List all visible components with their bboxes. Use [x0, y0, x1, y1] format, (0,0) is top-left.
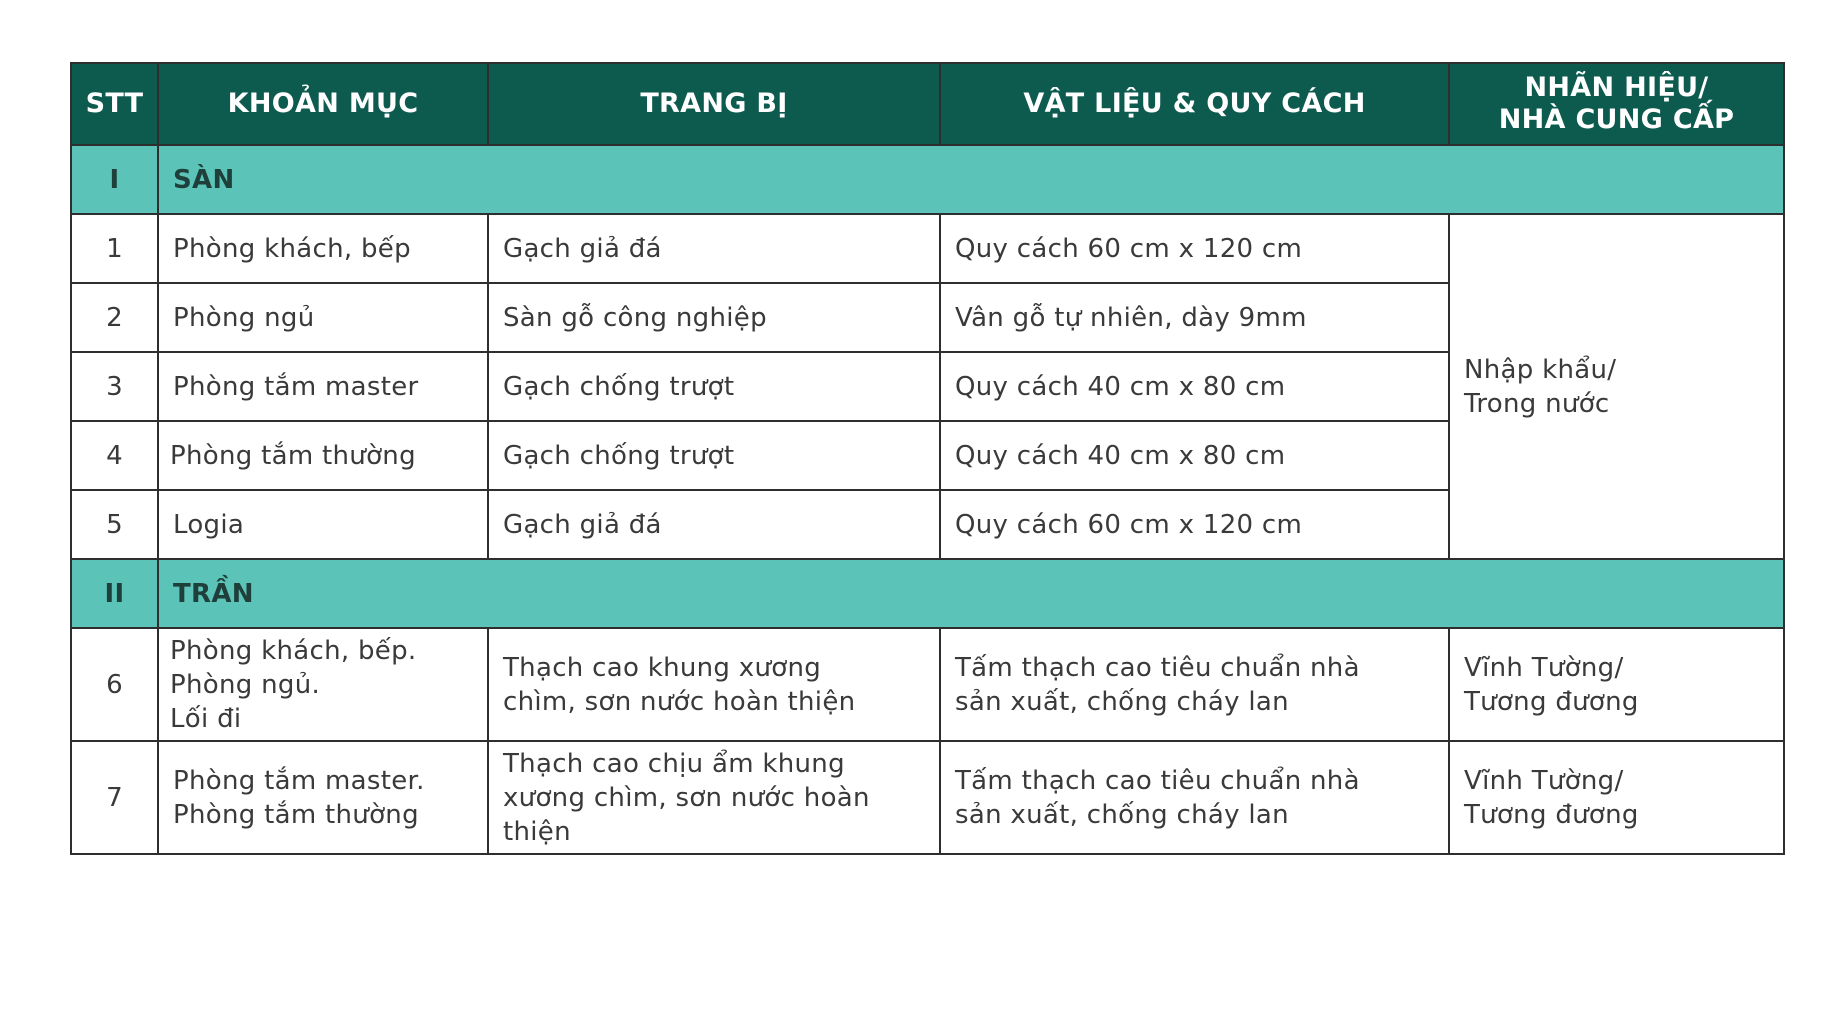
- row-trang-bi: Sàn gỗ công nghiệp: [488, 283, 940, 352]
- header-nhan-hieu-line1: NHÃN HIỆU/: [1524, 72, 1709, 103]
- row-vat-lieu: Vân gỗ tự nhiên, dày 9mm: [940, 283, 1449, 352]
- khoan-muc-line: Phòng khách, bếp.: [170, 635, 417, 666]
- row-khoan-muc: [158, 628, 488, 741]
- section-row-tran: [71, 559, 1784, 628]
- vat-lieu-line: sản xuất, chống cháy lan: [955, 686, 1289, 717]
- row-number: 4: [71, 421, 158, 490]
- vat-lieu-line: Tấm thạch cao tiêu chuẩn nhà: [955, 652, 1360, 683]
- header-nhan-hieu-line2: NHÀ CUNG CẤP: [1498, 104, 1735, 135]
- khoan-muc-line: Phòng tắm thường: [173, 799, 419, 830]
- table-header: [71, 63, 1784, 145]
- row-number: 2: [71, 283, 158, 352]
- trang-bi-line: chìm, sơn nước hoàn thiện: [503, 686, 856, 717]
- trang-bi-line: Thạch cao chịu ẩm khung: [503, 748, 845, 779]
- section-row-san: [71, 145, 1784, 214]
- vat-lieu-line: Tấm thạch cao tiêu chuẩn nhà: [955, 765, 1360, 796]
- row-trang-bi: Gạch giả đá: [488, 490, 940, 559]
- header-trang-bi: TRANG BỊ: [488, 63, 940, 145]
- trang-bi-line: thiện: [503, 816, 571, 847]
- brand-line: Tương đương: [1464, 686, 1639, 717]
- row-khoan-muc: Logia: [158, 490, 488, 559]
- brand-line: Tương đương: [1464, 799, 1639, 830]
- row-khoan-muc: Phòng khách, bếp: [158, 214, 488, 283]
- vat-lieu-line: sản xuất, chống cháy lan: [955, 799, 1289, 830]
- row-khoan-muc: Phòng tắm master: [158, 352, 488, 421]
- row-trang-bi: [488, 628, 940, 741]
- trang-bi-line: xương chìm, sơn nước hoàn: [503, 782, 870, 813]
- khoan-muc-line: Lối đi: [170, 703, 242, 734]
- brand-line: Nhập khẩu/: [1464, 354, 1617, 385]
- section-title: TRẦN: [158, 559, 1784, 628]
- row-number: 5: [71, 490, 158, 559]
- row-trang-bi: Gạch giả đá: [488, 214, 940, 283]
- section-title: SÀN: [158, 145, 1784, 214]
- specification-table: [70, 62, 1785, 855]
- row-nhan-hieu: [1449, 741, 1784, 854]
- row-vat-lieu: Quy cách 40 cm x 80 cm: [940, 421, 1449, 490]
- row-vat-lieu: [940, 628, 1449, 741]
- row-nhan-hieu: [1449, 628, 1784, 741]
- header-nhan-hieu: [1449, 63, 1784, 145]
- row-vat-lieu: Quy cách 60 cm x 120 cm: [940, 490, 1449, 559]
- header-vat-lieu: VẬT LIỆU & QUY CÁCH: [940, 63, 1449, 145]
- header-row: [71, 63, 1784, 145]
- table-row: [71, 741, 1784, 854]
- header-khoan-muc: KHOẢN MỤC: [158, 63, 488, 145]
- row-khoan-muc: Phòng tắm thường: [158, 421, 488, 490]
- row-number: 1: [71, 214, 158, 283]
- header-stt: STT: [71, 63, 158, 145]
- row-number: 6: [71, 628, 158, 741]
- section-number: I: [71, 145, 158, 214]
- row-nhan-hieu-merged: [1449, 214, 1784, 559]
- row-khoan-muc: [158, 741, 488, 854]
- row-vat-lieu: Quy cách 40 cm x 80 cm: [940, 352, 1449, 421]
- section-number: II: [71, 559, 158, 628]
- table-body: [71, 145, 1784, 854]
- row-vat-lieu: [940, 741, 1449, 854]
- row-trang-bi: Gạch chống trượt: [488, 421, 940, 490]
- row-number: 3: [71, 352, 158, 421]
- table-row: [71, 214, 1784, 283]
- trang-bi-line: Thạch cao khung xương: [503, 652, 822, 683]
- brand-line: Vĩnh Tường/: [1464, 652, 1624, 683]
- row-number: 7: [71, 741, 158, 854]
- brand-line: Vĩnh Tường/: [1464, 765, 1624, 796]
- row-trang-bi: Gạch chống trượt: [488, 352, 940, 421]
- khoan-muc-line: Phòng ngủ.: [170, 669, 321, 700]
- row-vat-lieu: Quy cách 60 cm x 120 cm: [940, 214, 1449, 283]
- khoan-muc-line: Phòng tắm master.: [173, 765, 425, 796]
- row-trang-bi: [488, 741, 940, 854]
- brand-line: Trong nước: [1464, 388, 1610, 419]
- row-khoan-muc: Phòng ngủ: [158, 283, 488, 352]
- table-row: [71, 628, 1784, 741]
